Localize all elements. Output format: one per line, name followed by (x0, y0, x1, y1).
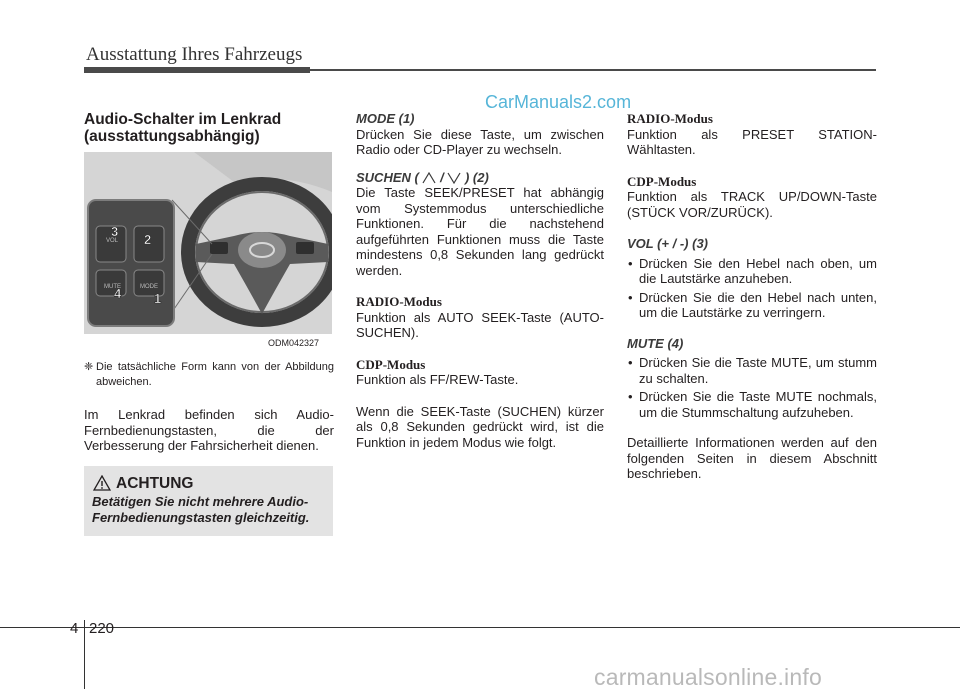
column-2 (356, 111, 604, 450)
callout-4: 4 (114, 286, 122, 301)
footer-divider (84, 620, 85, 689)
callout-3: 3 (111, 224, 119, 239)
caution-box (84, 466, 333, 536)
mode-heading: MODE (1) (356, 111, 415, 126)
footnote (84, 360, 334, 390)
down-chevron-icon (447, 172, 461, 184)
radio-mode-heading: RADIO-Modus (356, 294, 442, 309)
intro-paragraph: Im Lenkrad befinden sich Audio-Fernbedienungstasten, die der Verbesserung der Fahrsicherheit dienen. (84, 407, 334, 453)
footnote-mark: ❈ (84, 361, 94, 373)
caution-text: Betätigen Sie nicht mehrere Audio-Fernbedienungstasten gleichzeitig. (92, 494, 310, 525)
header-rule (84, 67, 310, 73)
column-3 (627, 111, 877, 482)
up-chevron-icon (422, 172, 436, 184)
suchen-text: Die Taste SEEK/PRESET hat abhängig vom Systemmodus unterschiedliche Funktionen. Für die nachstehend aufgeführten Funktionen muss die Taste mindestens 0,8 Sekunden lang gedrückt werden. (356, 185, 604, 278)
header-rule-thin (310, 69, 876, 71)
cdp-mode-text-2: Funktion als TRACK UP/DOWN-Taste (STÜCK VOR/ZURÜCK). (627, 189, 877, 220)
suchen-heading-pre: SUCHEN ( (356, 169, 419, 185)
cdp-mode-heading-2: CDP-Modus (627, 173, 697, 189)
header-title: Ausstattung Ihres Fahrzeugs (86, 44, 303, 65)
suchen-heading-sep: / (440, 169, 444, 185)
watermark-link[interactable]: CarManuals2.com (485, 92, 632, 112)
steering-wheel-figure (84, 152, 332, 334)
list-item: • Drücken Sie die den Hebel nach unten, um die Lautstärke zu verringern. (627, 290, 877, 321)
watermark-bottom[interactable]: carmanualsonline.info (594, 664, 822, 690)
list-item: • Drücken Sie den Hebel nach oben, um die Lautstärke anzuheben. (627, 256, 877, 287)
section-heading: Audio-Schalter im Lenkrad (ausstattungsabhängig) (84, 111, 282, 145)
short-press-text: Wenn die SEEK-Taste (SUCHEN) kürzer als 0,8 Sekunden gedrückt wird, ist die Funktion in jedem Modus wie folgt. (356, 403, 604, 450)
figure-code: ODM042327 (268, 338, 320, 348)
vol-list (627, 256, 877, 321)
callout-2: 2 (144, 232, 152, 247)
figure-label-mode: MODE (140, 284, 158, 290)
radio-mode-heading-2: RADIO-Modus (627, 111, 713, 126)
steering-wheel-icon (84, 152, 332, 334)
mode-text: Drücken Sie diese Taste, um zwischen Radio oder CD-Player zu wechseln. (356, 126, 604, 157)
callout-1: 1 (154, 291, 162, 306)
cdp-mode-text: Funktion als FF/REW-Taste. (356, 372, 519, 387)
cdp-mode-heading: CDP-Modus (356, 356, 426, 372)
figure-label-mute: MUTE (104, 284, 121, 290)
figure-label-vol: VOL (106, 238, 119, 244)
warning-triangle-icon (93, 475, 111, 491)
mute-heading: MUTE (4) (627, 335, 684, 351)
radio-mode-text: Funktion als AUTO SEEK-Taste (AUTO-SUCHEN). (356, 309, 604, 340)
footer-rule (0, 627, 960, 628)
vol-heading: VOL (+ / -) (3) (627, 236, 709, 251)
chapter-number: 4 (70, 620, 79, 637)
mute-list (627, 355, 877, 420)
radio-mode-text-2: Funktion als PRESET STATION-Wähltasten. (627, 126, 877, 157)
list-item: • Drücken Sie die Taste MUTE nochmals, um die Stummschaltung aufzuheben. (627, 389, 877, 420)
list-item: • Drücken Sie die Taste MUTE, um stumm zu schalten. (627, 355, 877, 386)
suchen-heading-post: ) (2) (464, 169, 489, 185)
suchen-heading (356, 170, 604, 186)
caution-title: ACHTUNG (116, 475, 194, 492)
footnote-text: Die tatsächliche Form kann von der Abbildung abweichen. (96, 361, 334, 388)
page-number: 220 (89, 620, 115, 637)
closing-text: Detaillierte Informationen werden auf den folgenden Seiten in diesem Abschnitt beschrieben. (627, 435, 877, 481)
